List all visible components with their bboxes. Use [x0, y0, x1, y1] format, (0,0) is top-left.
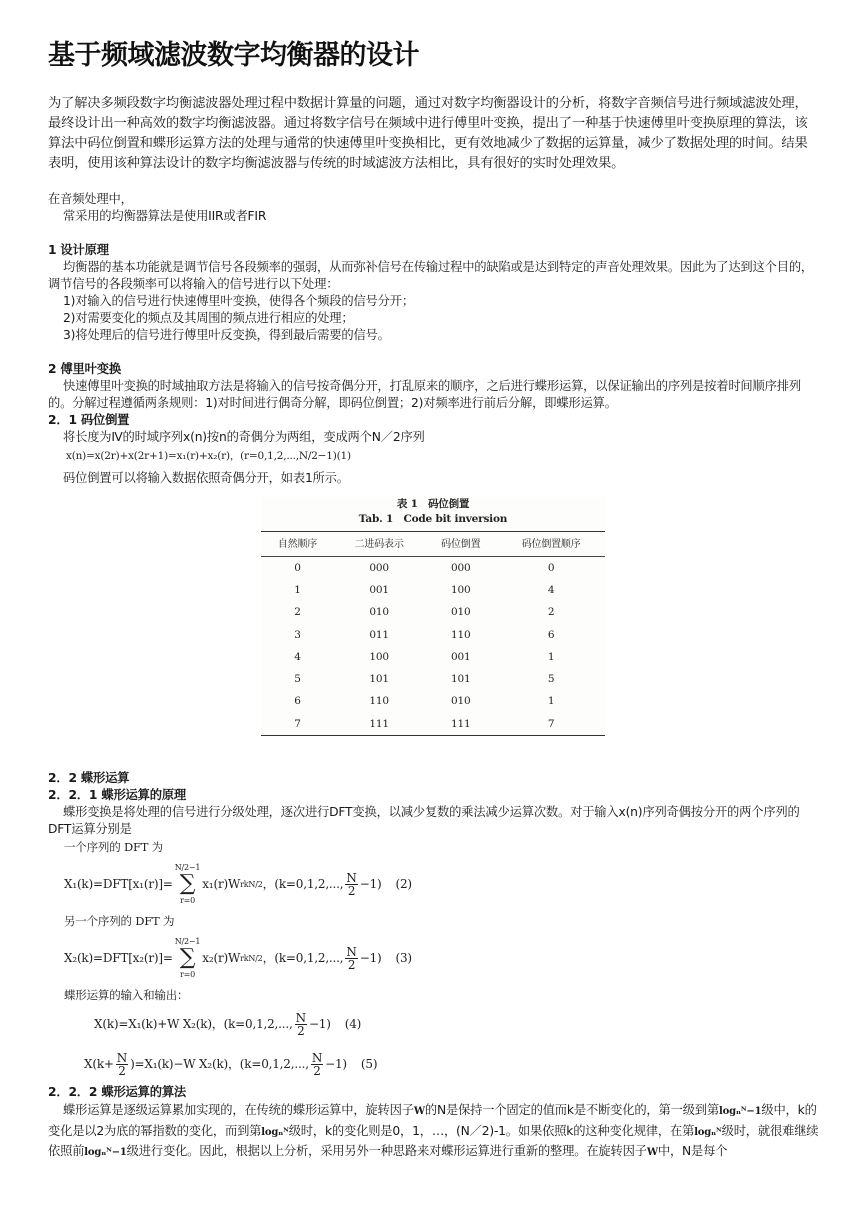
table-cell: 2 — [294, 606, 301, 619]
twiddle-sub: N/2 — [248, 953, 263, 963]
butterfly-equations-image — [64, 838, 424, 1084]
equation-text: −1) — [325, 1056, 347, 1071]
table-intro: 码位倒置可以将输入数据依照奇偶分开，如表1所示。 — [63, 471, 349, 485]
table-cell: 1 — [547, 695, 555, 708]
sum-upper-limit: N/2−1 — [174, 863, 201, 873]
list-item: 1)对输入的信号进行快速傅里叶变换，使得各个频段的信号分开； — [63, 294, 414, 308]
equation-number: (5) — [360, 1056, 378, 1071]
sum-symbol: N/2−1 ∑ r=0 — [174, 863, 201, 906]
fraction — [116, 1052, 128, 1077]
log-symbol: logₙᴺ−1 — [84, 1147, 127, 1159]
equation-caption: 另一个序列的 DFT 为 — [64, 914, 175, 929]
log-symbol: logₙᴺ−1 — [719, 1106, 762, 1118]
table-row — [261, 602, 605, 624]
sum-upper-limit: N/2−1 — [174, 937, 201, 947]
equation-caption: 一个序列的 DFT 为 — [64, 840, 163, 855]
table-cell: 010 — [451, 606, 471, 619]
table-cell: 000 — [369, 561, 389, 574]
equation-text: −1) — [359, 876, 382, 891]
table-header: 码位倒置顺序 — [497, 532, 605, 557]
section-paragraph-bit-reversal: 将长度为Ⅳ的时域序列x(n)按n的奇偶分为两组，变成两个N／2序列 — [63, 430, 425, 444]
table-row — [261, 691, 605, 713]
section-heading-fourier: 2 傅里叶变换 — [48, 362, 121, 376]
equation-5 — [64, 1044, 424, 1084]
table-cell: 001 — [451, 650, 471, 663]
sum-lower-limit: r=0 — [179, 896, 196, 906]
code-bit-inversion-table — [261, 497, 605, 736]
table-header: 二进码表示 — [334, 532, 424, 557]
equation-number: (2) — [395, 876, 412, 891]
sum-symbol: N/2−1 ∑ r=0 — [174, 937, 201, 980]
twiddle-symbol: W — [646, 1147, 658, 1159]
fraction-denominator: 2 — [347, 957, 356, 972]
twiddle-sup: rk — [240, 879, 249, 889]
log-symbol: logₙᴺ — [694, 1126, 722, 1138]
fraction — [345, 872, 357, 897]
table-row — [261, 713, 605, 736]
section-heading-butterfly-algorithm: 2．2．2 蝶形运算的算法 — [48, 1085, 187, 1100]
table-cell: 000 — [451, 561, 471, 574]
section-heading-design: 1 设计原理 — [48, 243, 109, 257]
fraction — [311, 1052, 323, 1077]
table-cell: 101 — [369, 673, 389, 686]
equation-text: X₁(k)=DFT[x₁(r)]= — [64, 876, 173, 891]
section-heading-butterfly: 2．2 蝶形运算 — [48, 771, 130, 786]
page-title: 基于频域滤波数字均衡器的设计 — [48, 40, 419, 71]
text-span: 级进行变化。因此，根据以上分析，采用另外一种思路来对蝶形运算进行重新的整理。在旋转因子 — [126, 1144, 647, 1159]
fraction-denominator: 2 — [297, 1023, 305, 1038]
table-cell: 001 — [369, 583, 389, 596]
text-span: 级时，k的变化则是0，1，…，(N／2)-1。如果依照k的这种变化规律，在第 — [288, 1123, 695, 1138]
table — [261, 531, 605, 736]
text-span: 蝶形运算是逐级运算累加实现的，在传统的蝶形运算中，旋转因子 — [63, 1103, 414, 1118]
equation-text: −1) — [359, 950, 382, 965]
equation-text: X₂(k)=DFT[x₂(r)]= — [64, 950, 173, 965]
table-cell: 1 — [547, 650, 555, 663]
table-cell: 4 — [294, 650, 301, 663]
fraction-numerator: N — [116, 1050, 128, 1065]
equation-number: (3) — [395, 950, 412, 965]
equation-text: x₂(r)W — [202, 950, 241, 965]
table-cell: 6 — [294, 695, 301, 708]
table-cell: 010 — [451, 695, 471, 708]
document-page — [48, 38, 820, 1163]
table-cell: 110 — [369, 695, 389, 708]
fraction — [295, 1012, 307, 1037]
fraction-numerator: N — [311, 1050, 323, 1065]
table-cell: 7 — [261, 713, 334, 736]
table-cell: 4 — [547, 583, 555, 596]
table-header: 码位倒置 — [424, 532, 497, 557]
text-span: 级时，就很难继续依照前 — [48, 1123, 819, 1159]
equation-text: X(k)=X₁(k)+W X₂(k)，(k=0,1,2,..., — [94, 1016, 293, 1031]
table-row — [261, 668, 605, 690]
equation-caption: 蝶形运算的输入和输出： — [64, 988, 189, 1003]
table-title-en: Tab. 1 Code bit inversion — [358, 513, 508, 525]
fraction-denominator: 2 — [347, 883, 356, 898]
table-cell: 1 — [294, 583, 301, 596]
fraction-denominator: 2 — [118, 1063, 126, 1078]
table-cell: 5 — [547, 673, 555, 686]
table-cell: 101 — [451, 673, 471, 686]
abstract: 为了解决多频段数字均衡滤波器处理过程中数据计算量的问题，通过对数字均衡器设计的分析，将数字音频信号进行频域滤波处理，最终设计出一种高效的数字均衡滤波器。通过将数字信号在频域中进行傅里叶变换，提出了一种基于快速傅里叶变换原理的算法，该算法中码位倒置和蝶形运算方法的处理与通常的快速傅里叶变换相比，更有效地减少了数据的运算量，减少了数据处理的时间。结果表明，使用该种算法设计的数字均衡滤波器与传统的时域滤波方法相比，具有很好的实时处理效果。 — [48, 96, 808, 171]
table-cell: 6 — [547, 628, 555, 641]
fraction-numerator: N — [346, 944, 357, 959]
log-symbol: logₙᴺ — [261, 1126, 289, 1138]
equation-text: X(k+ — [84, 1056, 114, 1071]
intro-line-2: 常采用的均衡器算法是使用IIR或者FIR — [63, 209, 267, 223]
table-row — [261, 579, 605, 601]
section-paragraph-design: 均衡器的基本功能就是调节信号各段频率的强弱，从而弥补信号在传输过程中的缺陷或是达到特定的声音处理效果。因此为了达到这个目的，调节信号的各段频率可以将输入的信号进行以下处理： — [48, 260, 814, 291]
equation-2 — [64, 856, 424, 912]
equation-text: ，(k=0,1,2,..., — [262, 950, 344, 965]
formula-1: x(n)=x(2r)+x(2r+1)=x₁(r)+x₂(r)，(r=0,1,2,...,N/2−1)(1) — [66, 450, 351, 462]
article-body — [48, 174, 820, 1163]
table-cell: 2 — [547, 606, 555, 619]
table-title-cn: 表 1 码位倒置 — [396, 498, 470, 510]
section-heading-butterfly-principle: 2．2．1 蝶形运算的原理 — [48, 788, 187, 803]
table-row — [261, 646, 605, 668]
section-heading-bit-reversal: 2．1 码位倒置 — [48, 413, 130, 427]
sum-lower-limit: r=0 — [179, 970, 196, 980]
table-cell: 100 — [451, 583, 471, 596]
table-cell: 011 — [369, 628, 389, 641]
fraction-numerator: N — [346, 870, 357, 885]
table-cell: 3 — [294, 628, 301, 641]
list-item: 2)对需要变化的频点及其周围的频点进行相应的处理； — [63, 311, 354, 325]
table-cell: 0 — [294, 561, 301, 574]
twiddle-sup: rk — [240, 953, 249, 963]
fraction-denominator: 2 — [313, 1063, 321, 1078]
text-span: 中，N是每个 — [657, 1144, 728, 1159]
table-cell: 0 — [547, 561, 555, 574]
twiddle-sub: N/2 — [248, 879, 263, 889]
equation-text: )=X₁(k)−W X₂(k)，(k=0,1,2,..., — [130, 1056, 309, 1071]
equation-text: −1) — [308, 1016, 331, 1031]
table-cell: 010 — [369, 606, 389, 619]
equation-3 — [64, 930, 424, 986]
table-cell: 7 — [497, 713, 605, 736]
intro-line-1: 在音频处理中， — [48, 192, 133, 206]
text-span: 的N是保持一个固定的值而k是不断变化的，第一级到第 — [424, 1103, 719, 1118]
fraction-numerator: N — [295, 1010, 306, 1025]
equation-4 — [64, 1004, 424, 1044]
table-cell: 110 — [451, 628, 471, 641]
table-cell: 111 — [334, 713, 424, 736]
twiddle-symbol: W — [413, 1106, 425, 1118]
table-cell: 111 — [424, 713, 497, 736]
table-cell: 100 — [369, 650, 389, 663]
section-paragraph-fourier: 快速傅里叶变换的时域抽取方法是将输入的信号按奇偶分开，打乱原来的顺序，之后进行蝶形运算，以保证输出的序列是按着时间顺序排列的。分解过程遵循两条规则：1)对时间进行偶奇分解，即码位倒置；2)对频率进行前后分解，即蝶形运算。 — [48, 379, 801, 410]
table-row — [261, 624, 605, 646]
text-span: 级中，k的变化是以2为底的幂指数的变化，而到第 — [48, 1103, 817, 1138]
table-cell: 5 — [294, 673, 301, 686]
table-row — [261, 557, 605, 580]
table-header: 自然顺序 — [261, 532, 334, 557]
equation-text: ，(k=0,1,2,..., — [262, 876, 344, 891]
section-paragraph-butterfly-algorithm — [48, 1101, 820, 1163]
section-paragraph-butterfly: 蝶形变换是将处理的信号进行分级处理，逐次进行DFT变换，以减少复数的乘法减少运算次数。对于输入x(n)序列奇偶按分开的两个序列的DFT运算分别是 — [48, 805, 800, 837]
equation-number: (4) — [344, 1016, 362, 1031]
equation-text: x₁(r)W — [202, 876, 241, 891]
list-item: 3)将处理后的信号进行傅里叶反变换，得到最后需要的信号。 — [63, 328, 390, 342]
fraction — [345, 946, 357, 971]
